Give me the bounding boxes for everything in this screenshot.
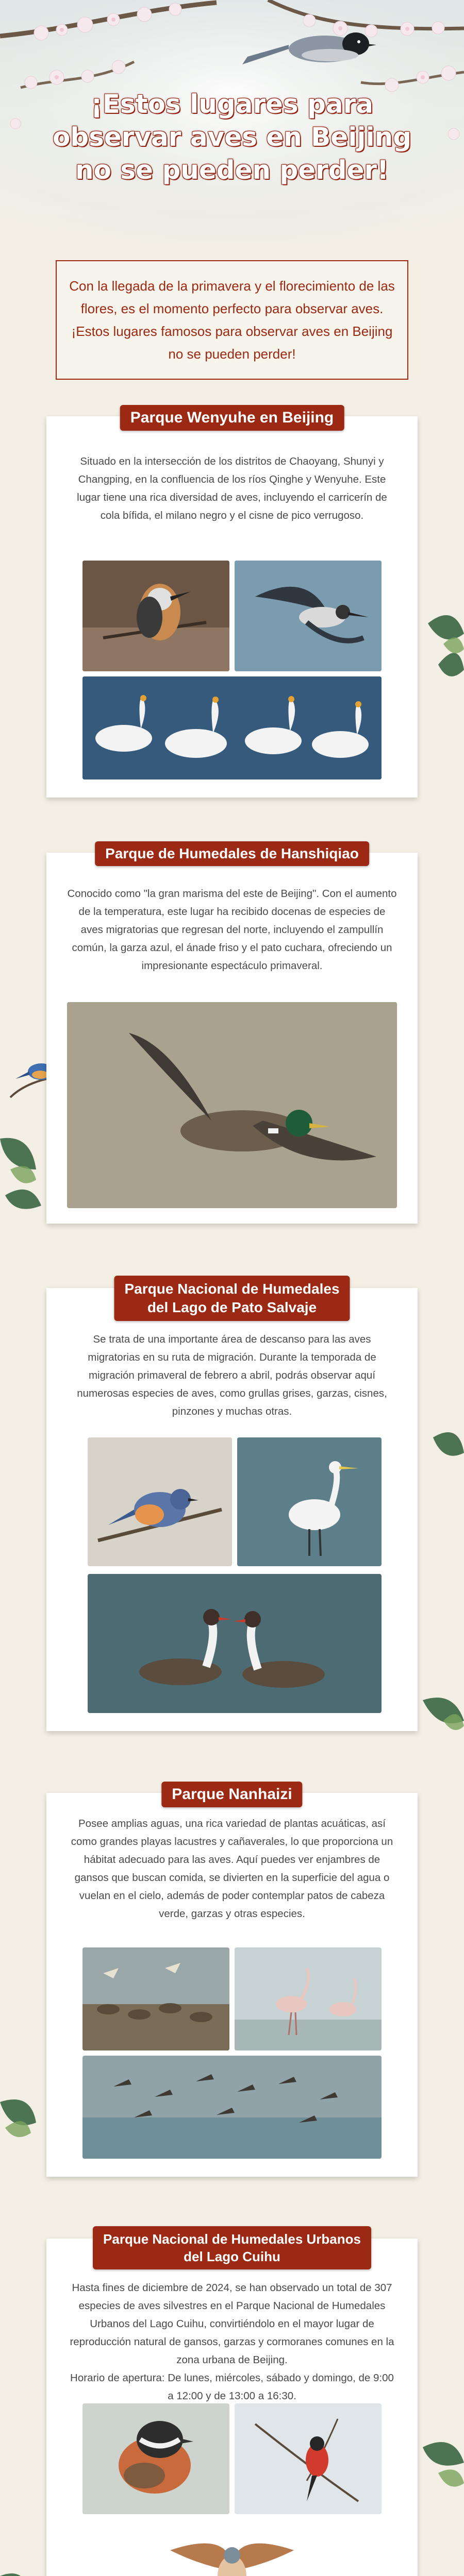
photo-cranes	[235, 1947, 382, 2050]
section-text: Hasta fines de diciembre de 2024, se han observado un total de 307 especies de aves silvestres en el Parque Nacional de Humedales Urbanos del Lago Cuihu, convirtiéndolo en el mayor lugar de reproducción natural de gansos, garzas y cormoranes comunes en la zona urbana de Beijing. Horario de apertura: De lunes, miércoles, sábado y domingo, de 9:00 a 12:00 y de 13:00 a 16:30.	[67, 2279, 397, 2405]
section-card-hanshiqiao	[46, 845, 418, 1224]
section-title: Parque Nacional de Humedales Urbanos del Lago Cuihu	[93, 2226, 371, 2269]
photo-swans	[82, 676, 382, 779]
section-title: Parque Nanhaizi	[161, 1782, 302, 1807]
section-card-pato-salvaje	[46, 1281, 418, 1731]
section-text: Posee amplias aguas, una rica variedad de plantas acuáticas, así como grandes playas lacustres y cañaverales, lo que proporciona un hábitat adecuado para las aves. Aquí puedes ver enjambres de gansos que buscan comida, se divierten en la superficie del agua o vuelan en el cielo, además de poder contemplar patos de cabeza verde, garzas y otras especies.	[71, 1818, 393, 1920]
section-title: Parque Nacional de Humedales del Lago de Pato Salvaje	[114, 1276, 350, 1321]
section-card-wenyuhe	[46, 409, 418, 798]
photo-flying-kingfisher	[235, 561, 382, 671]
photo-geese-flock	[82, 1947, 229, 2050]
photo-bunting	[82, 2403, 229, 2514]
hero-banner	[0, 0, 464, 242]
photo-kingfisher	[82, 561, 229, 671]
photo-bluetail	[88, 1437, 232, 1566]
section-text: Se trata de una importante área de descanso para las aves migratorias en su ruta de migración. Durante la temporada de migración primaveral de febrero a abril, podrás observar aquí numerosas especies de aves, como grullas grises, garzas, cisnes, pinzones y muchas otras.	[77, 1333, 387, 1417]
section-title: Parque de Humedales de Hanshiqiao	[95, 841, 369, 866]
section-title: Parque Wenyuhe en Beijing	[120, 405, 344, 431]
section-card-nanhaizi	[46, 1786, 418, 2177]
section-text: Conocido como "la gran marisma del este de Beijing". Con el aumento de la temperatura, este lugar ha recibido docenas de especies de aves migratorias que regresan del norte, incluyendo el zampullín común, la garza azul, el ánade friso y el pato cuchara, ofreciendo un impresionante espectáculo primaveral.	[67, 888, 397, 972]
photo-egret	[237, 1437, 382, 1566]
section-card-cuihu	[46, 2231, 418, 2576]
section-text: Situado en la intersección de los distritos de Chaoyang, Shunyi y Changping, en la confluencia de los ríos Qinghe y Wenyuhe. Este lugar tiene una rica diversidad de aves, incluyendo el carricerín de cola bífida, el milano negro y el cisne de pico verrugoso.	[77, 455, 387, 521]
photo-kestrel	[150, 2519, 314, 2576]
photo-red-bird	[235, 2403, 382, 2514]
photo-geese-flying	[82, 2056, 382, 2159]
opening-hours: Horario de apertura: De lunes, miércoles, sábado y domingo, de 9:00 a 12:00 y de 13:00 a 16:30.	[70, 2372, 394, 2402]
photo-flying-duck	[67, 1002, 397, 1208]
photo-grebes	[88, 1574, 382, 1713]
intro-box	[56, 260, 408, 380]
page-title: ¡Estos lugares para observar aves en Beijing no se pueden perder!	[52, 89, 412, 185]
intro-text: Con la llegada de la primavera y el florecimiento de las flores, es el momento perfecto para observar aves. ¡Estos lugares famosos para observar aves en Beijing no se pueden perder!	[69, 278, 395, 362]
